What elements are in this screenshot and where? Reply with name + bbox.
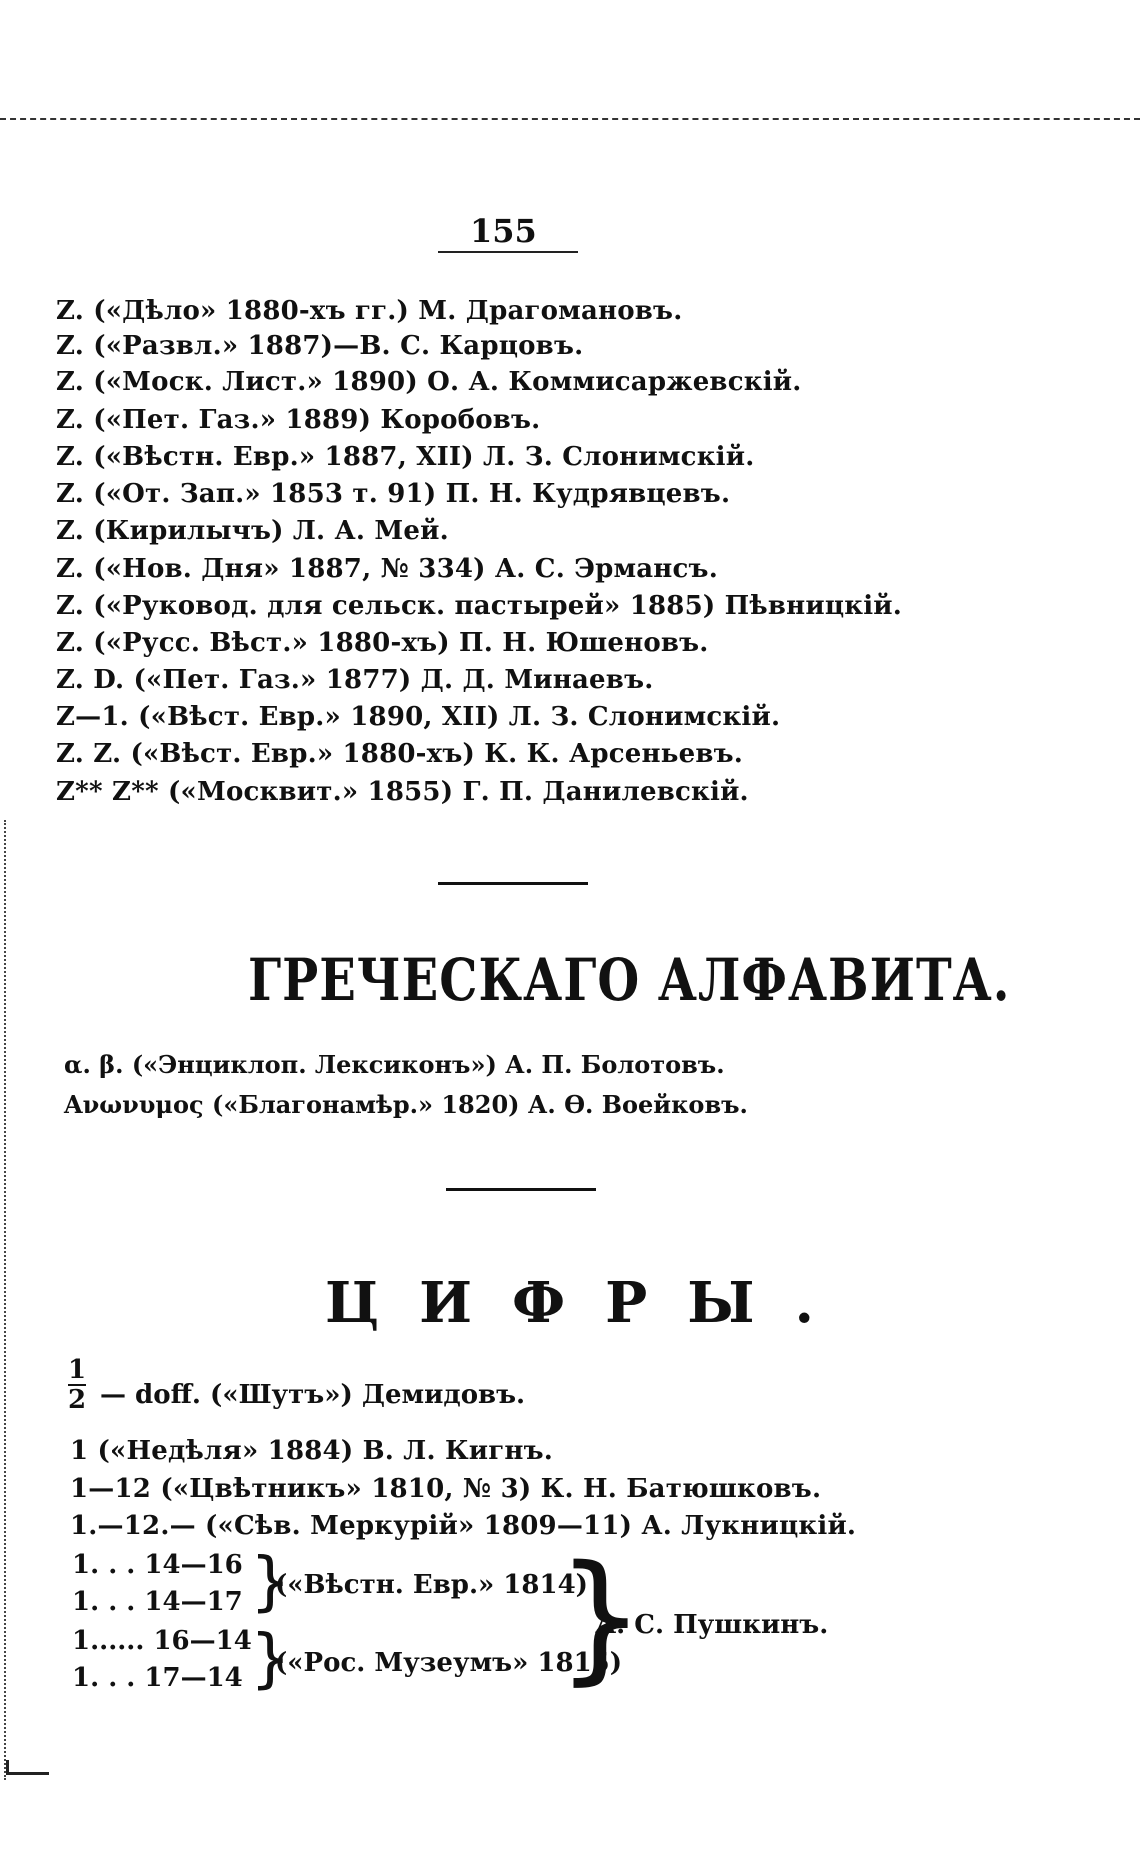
greek-alphabet-heading: ГРЕЧЕСКАГО АЛФАВИТА.: [248, 947, 1011, 1015]
section-divider: [446, 1188, 596, 1191]
author-pushkin: А. С. Пушкинъ.: [595, 1610, 829, 1640]
z-entry: Z. («От. Зап.» 1853 т. 91) П. Н. Кудрявцевъ.: [56, 479, 731, 509]
pseudonym: 1. . . 14—16: [72, 1550, 243, 1580]
brace-left-1: }: [250, 1545, 291, 1619]
pseudonym: 1. . . 17—14: [72, 1663, 243, 1693]
z-entry: Z. («Дѣло» 1880-хъ гг.) М. Драгомановъ.: [56, 296, 683, 326]
z-entry: Z. Z. («Вѣст. Евр.» 1880-хъ) К. К. Арсеньевъ.: [56, 739, 743, 769]
z-entry: Z** Z** («Москвит.» 1855) Г. П. Данилевскій.: [56, 777, 749, 807]
brace-right: }: [556, 1536, 646, 1699]
z-entry: Z. («Развл.» 1887)—В. С. Карцовъ.: [56, 331, 584, 361]
z-entry: Z. («Русс. Вѣст.» 1880-хъ) П. Н. Юшеновъ.: [56, 628, 709, 658]
margin-marks: [4, 820, 20, 1780]
z-entry: Z. («Пет. Газ.» 1889) Коробовъ.: [56, 405, 541, 435]
digit-entry: 1 («Недѣля» 1884) В. Л. Кигнъ.: [70, 1436, 554, 1466]
fraction-numerator: 1: [68, 1355, 87, 1385]
z-entry: Z. («Руковод. для сельск. пастырей» 1885) Пѣвницкій.: [56, 591, 903, 621]
brace-left-2: }: [250, 1622, 291, 1696]
top-dashed-rule: [0, 118, 1140, 120]
corner-mark: [6, 1760, 49, 1775]
greek-entry: Ανωνυμος («Благонамѣр.» 1820) А. Ѳ. Воейковъ.: [64, 1090, 748, 1119]
z-entry: Z. («Нов. Дня» 1887, № 334) А. С. Эрмансъ.: [56, 554, 718, 584]
pseudonym: 1. . . 14—17: [72, 1587, 243, 1617]
page-number: 155: [470, 212, 537, 250]
z-entry: Z. («Вѣстн. Евр.» 1887, XII) Л. З. Слонимскій.: [56, 442, 755, 472]
fraction-denominator: 2: [68, 1385, 87, 1415]
z-entry: Z. (Кирилычъ) Л. А. Мей.: [56, 516, 449, 546]
z-entry: Z—1. («Вѣст. Евр.» 1890, XII) Л. З. Слонимскій.: [56, 702, 781, 732]
greek-entry: α. β. («Энциклоп. Лексиконъ») А. П. Болотовъ.: [64, 1050, 725, 1079]
z-entry: Z. («Моск. Лист.» 1890) О. А. Коммисаржевскій.: [56, 367, 802, 397]
digit-entry: 1.—12.— («Сѣв. Меркурій» 1809—11) А. Лукницкій.: [70, 1511, 857, 1541]
section-divider: [438, 882, 588, 885]
source-1: («Вѣстн. Евр.» 1814): [275, 1570, 588, 1600]
fraction: [68, 1356, 86, 1414]
pseudonym: 1...... 16—14: [72, 1626, 252, 1656]
source-2: («Рос. Музеумъ» 1815): [275, 1648, 623, 1678]
digits-heading: ЦИФРЫ.: [325, 1270, 855, 1336]
digit-entry: 1—12 («Цвѣтникъ» 1810, № 3) К. Н. Батюшковъ.: [70, 1474, 822, 1504]
fraction-entry: — doff. («Шутъ») Демидовъ.: [100, 1380, 526, 1410]
z-entry: Z. D. («Пет. Газ.» 1877) Д. Д. Минаевъ.: [56, 665, 654, 695]
page-number-rule: [438, 251, 578, 253]
